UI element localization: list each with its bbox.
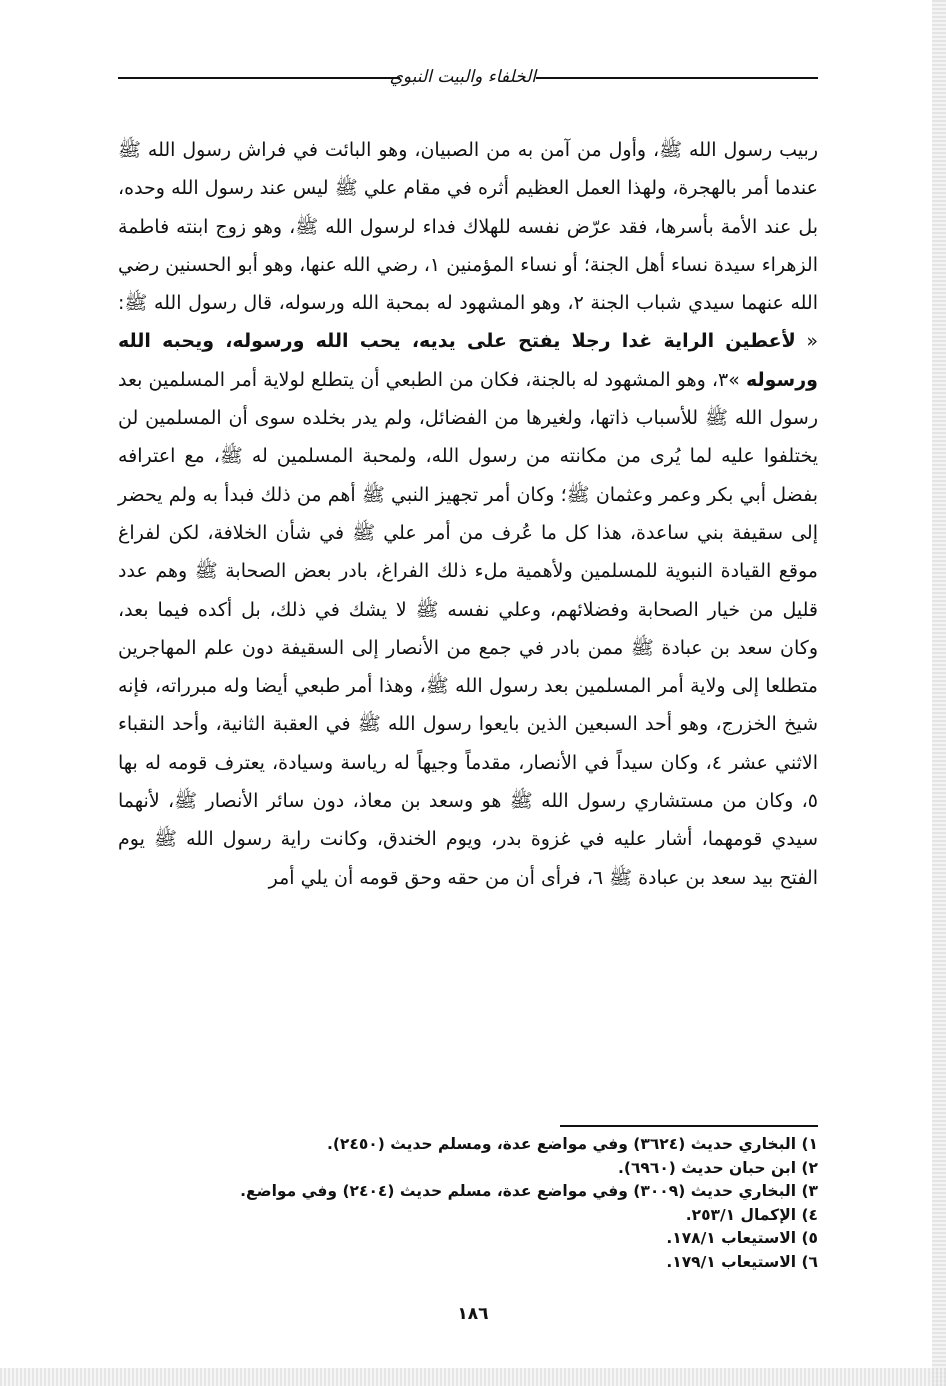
header-title: الخلفاء والبيت النبوي xyxy=(389,67,536,87)
footnote-1: ١) البخاري حديث (٣٦٢٤) وفي مواضع عدة، ومسلم حديث (٢٤٥٠). xyxy=(326,1135,818,1153)
header-rule-right xyxy=(536,77,818,79)
hadith-quote: لأعطين الراية غدا رجلا يفتح على يديه، يحب الله ورسوله، ويحبه الله ورسوله xyxy=(118,330,818,391)
body-text-segment-2: »٣، وهو المشهود له بالجنة، فكان من الطبعي أن يتطلع لولاية أمر المسلمين بعد رسول الله ﷺ للأسباب ذاتها، ولغيرها من الفضائل، ولم يدر بخلده سوى أن المسلمين لن يختلفوا عليه لما يُرى من مكانته من رسول الله، ولمحبة المسلمين له ﷺ، مع اعترافه بفضل أبي بكر وعمر وعثمان ﷺ؛ وكان أمر تجهيز النبي ﷺ أهم من ذلك فبدأ به ولم يحضر إلى سقيفة بني ساعدة، هذا كل ما عُرف من أمر علي ﷺ في شأن الخلافة، لكن لفراغ موقع القيادة النبوية للمسلمين ولأهمية ملء ذلك الفراغ، بادر بعض الصحابة ﷺ وهم عدد قليل من خيار الصحابة وفضلائهم، وعلي نفسه ﷺ لا يشك في ذلك، بل أكده فيما بعد، وكان سعد بن عبادة ﷺ ممن بادر في جمع من الأنصار إلى السقيفة دون علم المهاجرين متطلعا إلى ولاية أمر المسلمين بعد رسول الله ﷺ، وهذا أمر طبعي أيضا وله مبرراته، فإنه شيخ الخزرج، وهو أحد السبعين الذين بايعوا رسول الله ﷺ في العقبة الثانية، وأحد النقباء الاثني عشر ٤، وكان سيداً في الأنصار، مقدماً وجيهاً له رياسة وسيادة، يعترف قومه له بها ٥، وكان من مستشاري رسول الله ﷺ هو وسعد بن معاذ، دون سائر الأنصار ﷺ، لأنهما سيدي قومهما، أشار عليه في غزوة بدر، ويوم الخندق، وكانت راية رسول الله ﷺ يوم الفتح بيد سعد بن عبادة ﷺ ٦، فرأى أن من حقه وحق قومه أن يلي أمر xyxy=(118,368,818,889)
footnote-5: ٥) الاستيعاب ١٧٨/١. xyxy=(666,1229,818,1248)
running-header xyxy=(118,60,818,100)
body-paragraph xyxy=(118,131,818,897)
body-text-segment-1: ربيب رسول الله ﷺ، وأول من آمن به من الصبيان، وهو البائت في فراش رسول الله ﷺ عندما أمر بالهجرة، ولهذا العمل العظيم أثره في مقام علي ﷺ ليس عند رسول الله وحده، بل عند الأمة بأسرها، فقد عرّض نفسه للهلاك فداء لرسول الله ﷺ، وهو زوج ابنته فاطمة الزهراء سيدة نساء أهل الجنة؛ أو نساء المؤمنين ١، رضي الله عنها، وهو أبو الحسنين رضي الله عنهما سيدي شباب الجنة ٢، وهو المشهود له بمحبة الله ورسوله، قال رسول الله ﷺ: « xyxy=(118,139,818,353)
footnote-separator xyxy=(560,1125,818,1127)
footnote-2: ٢) ابن حبان حديث (٦٩٦٠). xyxy=(617,1158,818,1177)
scan-edge-bottom xyxy=(0,1368,946,1386)
footnote-3: ٣) البخاري حديث (٣٠٠٩) وفي مواضع عدة، مسلم حديث (٢٤٠٤) وفي مواضع. xyxy=(240,1182,818,1201)
page-number: ١٨٦ xyxy=(457,1304,489,1324)
main-body-text xyxy=(118,131,818,897)
header-rule-left xyxy=(118,77,400,79)
footnote-6: ٦) الاستيعاب ١٧٩/١. xyxy=(666,1252,818,1271)
footnote-4: ٤) الإكمال ٢٥٣/١. xyxy=(685,1205,818,1224)
scan-edge-right xyxy=(932,0,946,1386)
footnotes xyxy=(118,1133,818,1275)
